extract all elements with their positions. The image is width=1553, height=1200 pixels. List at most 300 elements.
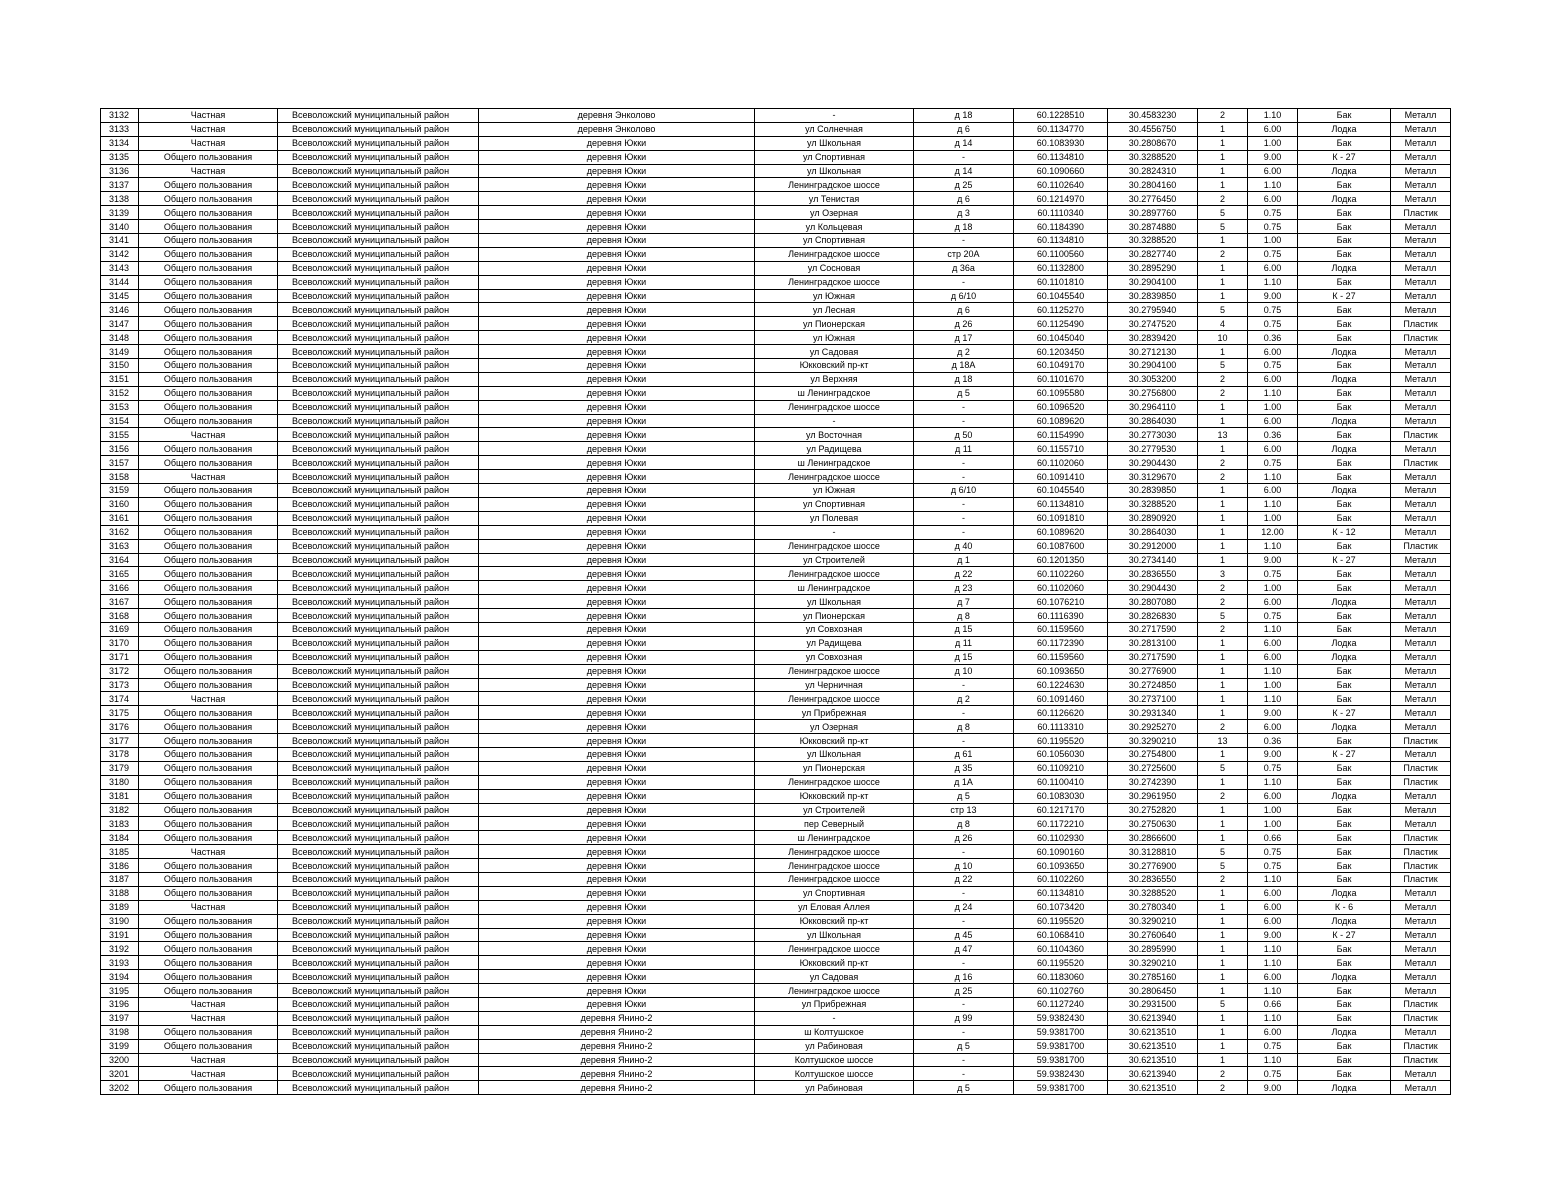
latitude-cell: 60.1102060 [1014,456,1108,470]
settlement-cell: деревня Юкки [479,984,755,998]
house-cell: - [914,470,1014,484]
house-cell: - [914,845,1014,859]
house-cell: д 61 [914,747,1014,761]
container-type-cell: Бак [1298,206,1391,220]
material-cell: Металл [1391,692,1451,706]
latitude-cell: 60.1134810 [1014,150,1108,164]
street-cell: ул Озерная [755,206,914,220]
container-volume-cell: 1.10 [1248,942,1298,956]
container-volume-cell: 1.00 [1248,678,1298,692]
latitude-cell: 60.1134810 [1014,886,1108,900]
latitude-cell: 60.1091410 [1014,470,1108,484]
table-row [101,581,1451,595]
house-cell: - [914,150,1014,164]
street-cell: ул Верхняя [755,372,914,386]
container-volume-cell: 6.00 [1248,900,1298,914]
container-type-cell: Бак [1298,692,1391,706]
material-cell: Металл [1391,609,1451,623]
row-number-cell: 3193 [101,956,139,970]
container-type-cell: Бак [1298,386,1391,400]
container-type-cell: Бак [1298,136,1391,150]
container-count-cell: 1 [1198,345,1248,359]
settlement-cell: деревня Юкки [479,859,755,873]
container-type-cell: К - 27 [1298,150,1391,164]
house-cell: д 8 [914,720,1014,734]
district-cell: Всеволожский муниципальный район [278,942,479,956]
district-cell: Всеволожский муниципальный район [278,109,479,123]
container-type-cell: Бак [1298,567,1391,581]
container-volume-cell: 6.00 [1248,970,1298,984]
latitude-cell: 60.1090160 [1014,845,1108,859]
longitude-cell: 30.2752820 [1108,803,1198,817]
ownership-cell: Общего пользования [139,484,278,498]
street-cell: ш Ленинградское [755,456,914,470]
street-cell: Юкковский пр-кт [755,359,914,373]
street-cell: Ленинградское шоссе [755,539,914,553]
table-row [101,303,1451,317]
settlement-cell: деревня Юкки [479,414,755,428]
house-cell: д 5 [914,386,1014,400]
container-volume-cell: 0.75 [1248,303,1298,317]
district-cell: Всеволожский муниципальный район [278,331,479,345]
table-row [101,1081,1451,1095]
ownership-cell: Общего пользования [139,747,278,761]
row-number-cell: 3189 [101,900,139,914]
district-cell: Всеволожский муниципальный район [278,359,479,373]
longitude-cell: 30.2836550 [1108,567,1198,581]
material-cell: Металл [1391,567,1451,581]
material-cell: Металл [1391,525,1451,539]
latitude-cell: 60.1201350 [1014,553,1108,567]
table-row [101,136,1451,150]
ownership-cell: Общего пользования [139,609,278,623]
street-cell: ул Школьная [755,747,914,761]
table-row [101,747,1451,761]
district-cell: Всеволожский муниципальный район [278,581,479,595]
row-number-cell: 3185 [101,845,139,859]
district-cell: Всеволожский муниципальный район [278,761,479,775]
longitude-cell: 30.3290210 [1108,956,1198,970]
settlement-cell: деревня Юкки [479,706,755,720]
house-cell: д 45 [914,928,1014,942]
street-cell: Ленинградское шоссе [755,984,914,998]
table-row [101,636,1451,650]
container-type-cell: Лодка [1298,650,1391,664]
table-row [101,345,1451,359]
house-cell: д 11 [914,636,1014,650]
row-number-cell: 3147 [101,317,139,331]
settlement-cell: деревня Юкки [479,650,755,664]
material-cell: Пластик [1391,331,1451,345]
house-cell: - [914,234,1014,248]
table-row [101,317,1451,331]
ownership-cell: Общего пользования [139,511,278,525]
house-cell: д 8 [914,609,1014,623]
settlement-cell: деревня Юкки [479,595,755,609]
settlement-cell: деревня Юкки [479,428,755,442]
ownership-cell: Общего пользования [139,1081,278,1095]
row-number-cell: 3134 [101,136,139,150]
material-cell: Металл [1391,650,1451,664]
latitude-cell: 60.1101670 [1014,372,1108,386]
latitude-cell: 60.1228510 [1014,109,1108,123]
longitude-cell: 30.2725600 [1108,761,1198,775]
material-cell: Металл [1391,345,1451,359]
container-count-cell: 2 [1198,581,1248,595]
ownership-cell: Частная [139,1053,278,1067]
district-cell: Всеволожский муниципальный район [278,220,479,234]
house-cell: д 16 [914,970,1014,984]
table-row [101,1067,1451,1081]
street-cell: - [755,414,914,428]
longitude-cell: 30.6213510 [1108,1081,1198,1095]
ownership-cell: Общего пользования [139,192,278,206]
row-number-cell: 3201 [101,1067,139,1081]
street-cell: ул Рабиновая [755,1039,914,1053]
longitude-cell: 30.2839850 [1108,289,1198,303]
material-cell: Металл [1391,622,1451,636]
container-volume-cell: 6.00 [1248,720,1298,734]
container-volume-cell: 0.75 [1248,845,1298,859]
container-count-cell: 1 [1198,511,1248,525]
material-cell: Металл [1391,442,1451,456]
street-cell: ул Лесная [755,303,914,317]
container-volume-cell: 0.75 [1248,1039,1298,1053]
house-cell: д 15 [914,622,1014,636]
district-cell: Всеволожский муниципальный район [278,831,479,845]
settlement-cell: деревня Юкки [479,150,755,164]
table-row [101,234,1451,248]
table-row [101,428,1451,442]
container-count-cell: 1 [1198,942,1248,956]
container-count-cell: 2 [1198,595,1248,609]
district-cell: Всеволожский муниципальный район [278,747,479,761]
table-row [101,845,1451,859]
house-cell: д 25 [914,178,1014,192]
material-cell: Металл [1391,886,1451,900]
district-cell: Всеволожский муниципальный район [278,622,479,636]
container-type-cell: Лодка [1298,789,1391,803]
latitude-cell: 60.1076210 [1014,595,1108,609]
container-volume-cell: 9.00 [1248,706,1298,720]
material-cell: Металл [1391,970,1451,984]
row-number-cell: 3176 [101,720,139,734]
latitude-cell: 60.1172210 [1014,817,1108,831]
table-row [101,386,1451,400]
ownership-cell: Общего пользования [139,525,278,539]
container-volume-cell: 0.75 [1248,859,1298,873]
longitude-cell: 30.3288520 [1108,234,1198,248]
material-cell: Пластик [1391,1011,1451,1025]
settlement-cell: деревня Янино-2 [479,1039,755,1053]
table-row [101,831,1451,845]
container-type-cell: Бак [1298,331,1391,345]
latitude-cell: 60.1100410 [1014,775,1108,789]
table-row [101,289,1451,303]
longitude-cell: 30.2806450 [1108,984,1198,998]
ownership-cell: Общего пользования [139,775,278,789]
district-cell: Всеволожский муниципальный район [278,303,479,317]
district-cell: Всеволожский муниципальный район [278,470,479,484]
house-cell: д 1А [914,775,1014,789]
ownership-cell: Общего пользования [139,206,278,220]
container-volume-cell: 6.00 [1248,122,1298,136]
street-cell: ул Кольцевая [755,220,914,234]
settlement-cell: деревня Юкки [479,289,755,303]
district-cell: Всеволожский муниципальный район [278,734,479,748]
container-type-cell: Лодка [1298,970,1391,984]
material-cell: Металл [1391,1081,1451,1095]
material-cell: Металл [1391,817,1451,831]
container-type-cell: Бак [1298,817,1391,831]
container-count-cell: 2 [1198,192,1248,206]
material-cell: Металл [1391,484,1451,498]
house-cell: д 5 [914,789,1014,803]
container-type-cell: Бак [1298,470,1391,484]
container-count-cell: 2 [1198,386,1248,400]
container-type-cell: К - 27 [1298,289,1391,303]
container-count-cell: 2 [1198,622,1248,636]
latitude-cell: 60.1091460 [1014,692,1108,706]
latitude-cell: 60.1172390 [1014,636,1108,650]
table-row [101,456,1451,470]
row-number-cell: 3163 [101,539,139,553]
material-cell: Металл [1391,553,1451,567]
table-row [101,484,1451,498]
ownership-cell: Общего пользования [139,859,278,873]
settlement-cell: деревня Юкки [479,831,755,845]
row-number-cell: 3181 [101,789,139,803]
latitude-cell: 60.1159560 [1014,622,1108,636]
material-cell: Пластик [1391,775,1451,789]
ownership-cell: Частная [139,470,278,484]
container-type-cell: Бак [1298,303,1391,317]
material-cell: Металл [1391,497,1451,511]
settlement-cell: деревня Юкки [479,261,755,275]
material-cell: Пластик [1391,1053,1451,1067]
longitude-cell: 30.3288520 [1108,886,1198,900]
row-number-cell: 3152 [101,386,139,400]
settlement-cell: деревня Юкки [479,497,755,511]
settlement-cell: деревня Юкки [479,192,755,206]
settlement-cell: деревня Юкки [479,692,755,706]
material-cell: Металл [1391,1025,1451,1039]
district-cell: Всеволожский муниципальный район [278,789,479,803]
house-cell: д 18 [914,109,1014,123]
ownership-cell: Общего пользования [139,928,278,942]
row-number-cell: 3135 [101,150,139,164]
latitude-cell: 60.1102060 [1014,581,1108,595]
ownership-cell: Общего пользования [139,942,278,956]
street-cell: ул Спортивная [755,234,914,248]
ownership-cell: Общего пользования [139,984,278,998]
table-row [101,928,1451,942]
latitude-cell: 60.1102260 [1014,567,1108,581]
container-count-cell: 2 [1198,247,1248,261]
ownership-cell: Частная [139,1067,278,1081]
settlement-cell: деревня Юкки [479,372,755,386]
container-count-cell: 1 [1198,914,1248,928]
container-type-cell: Бак [1298,872,1391,886]
street-cell: ул Школьная [755,164,914,178]
settlement-cell: деревня Юкки [479,817,755,831]
ownership-cell: Общего пользования [139,1039,278,1053]
settlement-cell: деревня Юкки [479,164,755,178]
ownership-cell: Общего пользования [139,400,278,414]
street-cell: ул Совхозная [755,622,914,636]
row-number-cell: 3169 [101,622,139,636]
settlement-cell: деревня Юкки [479,553,755,567]
ownership-cell: Общего пользования [139,553,278,567]
container-volume-cell: 6.00 [1248,650,1298,664]
settlement-cell: деревня Янино-2 [479,1067,755,1081]
ownership-cell: Общего пользования [139,595,278,609]
settlement-cell: деревня Юкки [479,581,755,595]
ownership-cell: Общего пользования [139,317,278,331]
container-count-cell: 3 [1198,567,1248,581]
longitude-cell: 30.2717590 [1108,622,1198,636]
district-cell: Всеволожский муниципальный район [278,234,479,248]
ownership-cell: Общего пользования [139,289,278,303]
container-type-cell: Бак [1298,456,1391,470]
ownership-cell: Частная [139,900,278,914]
latitude-cell: 60.1056030 [1014,747,1108,761]
row-number-cell: 3137 [101,178,139,192]
street-cell: ул Садовая [755,970,914,984]
longitude-cell: 30.2813100 [1108,636,1198,650]
table-row [101,998,1451,1012]
street-cell: ул Пионерская [755,761,914,775]
settlement-cell: деревня Юкки [479,511,755,525]
material-cell: Металл [1391,1067,1451,1081]
container-count-cell: 1 [1198,539,1248,553]
table-row [101,803,1451,817]
container-type-cell: Лодка [1298,1081,1391,1095]
material-cell: Металл [1391,261,1451,275]
settlement-cell: деревня Юкки [479,234,755,248]
container-count-cell: 1 [1198,970,1248,984]
district-cell: Всеволожский муниципальный район [278,706,479,720]
house-cell: - [914,1053,1014,1067]
table-row [101,150,1451,164]
house-cell: д 5 [914,1039,1014,1053]
container-count-cell: 2 [1198,1081,1248,1095]
house-cell: д 2 [914,692,1014,706]
longitude-cell: 30.2754800 [1108,747,1198,761]
house-cell: - [914,456,1014,470]
settlement-cell: деревня Юкки [479,345,755,359]
container-volume-cell: 1.10 [1248,497,1298,511]
latitude-cell: 60.1109210 [1014,761,1108,775]
street-cell: Ленинградское шоссе [755,845,914,859]
table-row [101,706,1451,720]
table-row [101,734,1451,748]
latitude-cell: 60.1134810 [1014,497,1108,511]
container-volume-cell: 9.00 [1248,289,1298,303]
latitude-cell: 60.1087600 [1014,539,1108,553]
table-row [101,331,1451,345]
ownership-cell: Общего пользования [139,386,278,400]
latitude-cell: 59.9381700 [1014,1081,1108,1095]
table-row [101,900,1451,914]
row-number-cell: 3149 [101,345,139,359]
house-cell: д 6 [914,192,1014,206]
container-volume-cell: 9.00 [1248,553,1298,567]
settlement-cell: деревня Янино-2 [479,1011,755,1025]
longitude-cell: 30.2931340 [1108,706,1198,720]
ownership-cell: Частная [139,998,278,1012]
district-cell: Всеволожский муниципальный район [278,456,479,470]
ownership-cell: Общего пользования [139,345,278,359]
material-cell: Металл [1391,372,1451,386]
row-number-cell: 3183 [101,817,139,831]
street-cell: ул Спортивная [755,497,914,511]
house-cell: - [914,886,1014,900]
container-volume-cell: 0.75 [1248,456,1298,470]
settlement-cell: деревня Юкки [479,525,755,539]
latitude-cell: 60.1073420 [1014,900,1108,914]
longitude-cell: 30.3290210 [1108,734,1198,748]
material-cell: Металл [1391,400,1451,414]
row-number-cell: 3133 [101,122,139,136]
longitude-cell: 30.2904430 [1108,581,1198,595]
district-cell: Всеволожский муниципальный район [278,261,479,275]
longitude-cell: 30.2836550 [1108,872,1198,886]
settlement-cell: деревня Юкки [479,470,755,484]
row-number-cell: 3139 [101,206,139,220]
longitude-cell: 30.2864030 [1108,525,1198,539]
latitude-cell: 60.1096520 [1014,400,1108,414]
street-cell: Ленинградское шоссе [755,872,914,886]
settlement-cell: деревня Юкки [479,317,755,331]
district-cell: Всеволожский муниципальный район [278,1067,479,1081]
district-cell: Всеволожский муниципальный район [278,692,479,706]
longitude-cell: 30.2895990 [1108,942,1198,956]
longitude-cell: 30.2931500 [1108,998,1198,1012]
container-count-cell: 1 [1198,831,1248,845]
container-count-cell: 1 [1198,956,1248,970]
material-cell: Металл [1391,595,1451,609]
row-number-cell: 3138 [101,192,139,206]
longitude-cell: 30.6213510 [1108,1025,1198,1039]
longitude-cell: 30.4556750 [1108,122,1198,136]
ownership-cell: Частная [139,109,278,123]
row-number-cell: 3178 [101,747,139,761]
table-row [101,859,1451,873]
settlement-cell: деревня Юкки [479,761,755,775]
material-cell: Металл [1391,122,1451,136]
district-cell: Всеволожский муниципальный район [278,497,479,511]
row-number-cell: 3151 [101,372,139,386]
container-volume-cell: 1.10 [1248,275,1298,289]
street-cell: ул Еловая Аллея [755,900,914,914]
settlement-cell: деревня Юкки [479,622,755,636]
row-number-cell: 3150 [101,359,139,373]
street-cell: ул Школьная [755,136,914,150]
row-number-cell: 3191 [101,928,139,942]
latitude-cell: 60.1134810 [1014,234,1108,248]
settlement-cell: деревня Юкки [479,400,755,414]
ownership-cell: Частная [139,136,278,150]
table-row [101,692,1451,706]
street-cell: Колтушское шоссе [755,1053,914,1067]
district-cell: Всеволожский муниципальный район [278,164,479,178]
house-cell: д 8 [914,817,1014,831]
ownership-cell: Общего пользования [139,372,278,386]
settlement-cell: деревня Юкки [479,442,755,456]
longitude-cell: 30.2742390 [1108,775,1198,789]
container-count-cell: 2 [1198,872,1248,886]
